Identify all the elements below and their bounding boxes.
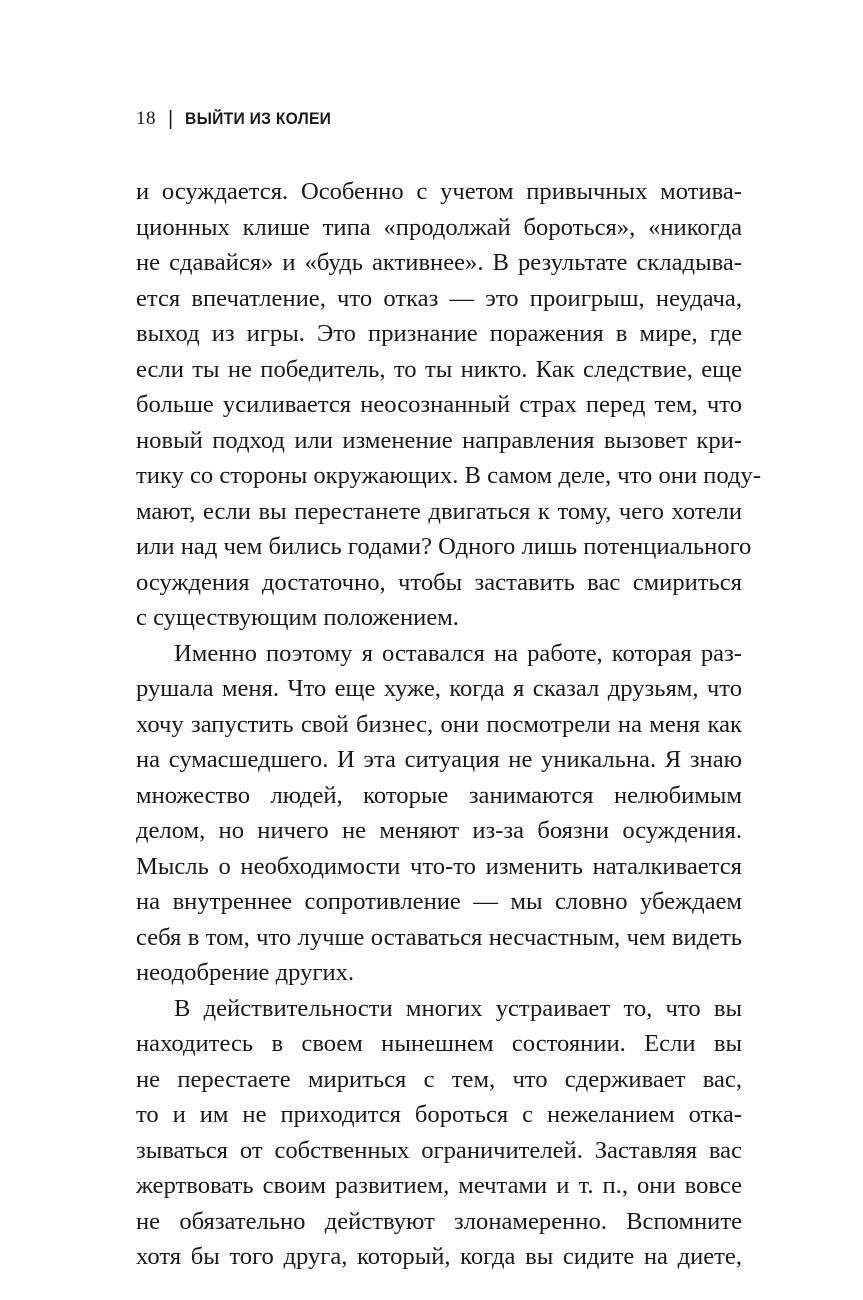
text-line: на внутреннее сопротивление — мы словно убеждаем — [136, 888, 742, 915]
running-header — [136, 106, 344, 132]
text-line: себя в том, что лучше оставаться несчастным, чем видеть — [136, 923, 742, 951]
text-line: выход из игры. Это признание поражения в мире, где — [136, 320, 742, 347]
text-line: ется впечатление, что отказ — это проигрыш, неудача, — [136, 284, 742, 312]
text-line: то и им не приходится бороться с нежеланием отка- — [136, 1101, 742, 1128]
paragraph-1 — [136, 174, 762, 636]
text-line: и осуждается. Особенно с учетом привычных мотива- — [136, 178, 742, 205]
text-line: зываться от собственных ограничителей. Заставляя вас — [136, 1136, 742, 1164]
text-line: множество людей, которые занимаются нелюбимым — [136, 781, 742, 809]
text-line: делом, но ничего не меняют из-за боязни осуждения. — [136, 817, 742, 844]
text-line: если ты не победитель, то ты никто. Как следствие, еще — [136, 355, 742, 383]
text-line: не обязательно действуют злонамеренно. Вспомните — [136, 1207, 742, 1235]
text-line: неодобрение других. — [136, 959, 355, 986]
text-line: хочу запустить свой бизнес, они посмотрели на меня как — [136, 710, 742, 738]
header-separator: | — [168, 107, 174, 130]
text-line: находитесь в своем нынешнем состоянии. Если вы — [136, 1030, 742, 1057]
paragraph-3 — [136, 991, 742, 1275]
page-number: 18 — [136, 108, 156, 129]
text-line: или над чем бились годами? Одного лишь потенциального — [136, 533, 752, 560]
text-line: не перестаете мириться с тем, что сдерживает вас, — [136, 1065, 742, 1093]
paragraph-2 — [136, 636, 742, 991]
text-line: на сумасшедшего. И эта ситуация не уникальна. Я знаю — [136, 746, 742, 773]
text-line: хотя бы того друга, который, когда вы сидите на диете, — [136, 1243, 742, 1270]
book-title: ВЫЙТИ ИЗ КОЛЕИ — [185, 109, 332, 128]
text-line: жертвовать своим развитием, мечтами и т. п., они вовсе — [136, 1172, 742, 1199]
text-line: не сдавайся» и «будь активнее». В результате складыва- — [136, 249, 742, 276]
body-text — [136, 174, 762, 1275]
text-line: рушала меня. Что еще хуже, когда я сказал друзьям, что — [136, 675, 742, 702]
text-line: мают, если вы перестанете двигаться к тому, чего хотели — [136, 497, 742, 525]
text-line: больше усиливается неосознанный страх перед тем, что — [136, 391, 742, 418]
text-line: осуждения достаточно, чтобы заставить вас смириться — [136, 568, 742, 596]
text-line: с существующим положением. — [136, 604, 459, 631]
text-line: Мысль о необходимости что-то изменить наталкивается — [136, 852, 742, 880]
text-line: ционных клише типа «продолжай бороться», «никогда — [136, 213, 742, 241]
text-line: В действительности многих устраивает то, что вы — [174, 994, 742, 1022]
text-line: Именно поэтому я оставался на работе, которая раз- — [174, 639, 742, 667]
text-line: тику со стороны окружающих. В самом деле, что они поду- — [136, 462, 762, 489]
text-line: новый подход или изменение направления вызовет кри- — [136, 426, 742, 454]
